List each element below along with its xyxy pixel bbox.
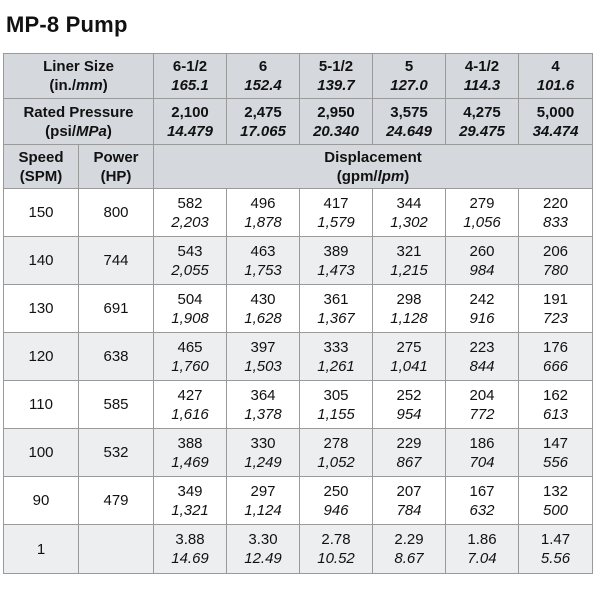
displacement-gpm: 2.78	[321, 531, 351, 548]
speed-cell: 1	[4, 525, 79, 574]
displacement-cell	[300, 381, 373, 429]
displacement-cell	[373, 333, 446, 381]
displacement-gpm: 279	[469, 194, 495, 212]
liner-size-header	[4, 54, 154, 99]
displacement-cell	[300, 525, 373, 574]
displacement-cell	[446, 237, 519, 285]
displacement-lpm: 1,155	[317, 405, 355, 423]
displacement-gpm: 204	[469, 386, 495, 404]
speed-cell: 100	[4, 429, 79, 477]
pump-spec-table	[3, 53, 593, 574]
displacement-lpm: 556	[543, 453, 569, 471]
displacement-cell	[154, 189, 227, 237]
displacement-lpm: 844	[469, 357, 495, 375]
displacement-lpm: 1,473	[317, 261, 355, 279]
liner-cell	[154, 54, 227, 99]
displacement-cell	[227, 189, 300, 237]
displacement-cell	[519, 525, 593, 574]
displacement-gpm: 186	[469, 434, 495, 452]
displacement-gpm: 3.88	[175, 531, 205, 548]
liner-in: 6	[258, 58, 268, 75]
power-cell: 585	[79, 381, 154, 429]
liner-size-label: Liner Size	[43, 58, 114, 75]
displacement-lpm: 833	[543, 213, 569, 231]
displacement-lpm: 723	[543, 309, 569, 327]
displacement-lpm: 1,378	[244, 405, 282, 423]
displacement-gpm: 330	[250, 434, 276, 452]
displacement-cell	[300, 333, 373, 381]
displacement-cell	[446, 429, 519, 477]
liner-cell	[446, 54, 519, 99]
table-row	[4, 429, 593, 477]
liner-in: 4	[551, 58, 560, 75]
liner-mm: 165.1	[171, 77, 209, 94]
displacement-cell	[227, 333, 300, 381]
displacement-lpm: 1,052	[317, 453, 355, 471]
displacement-cell	[300, 429, 373, 477]
speed-cell: 90	[4, 477, 79, 525]
rated-pressure-header	[4, 99, 154, 145]
displacement-lpm: 1,367	[317, 309, 355, 327]
displacement-lpm: 613	[543, 405, 569, 423]
liner-in: 4-1/2	[464, 58, 500, 75]
pressure-psi: 2,100	[171, 103, 209, 121]
displacement-cell	[373, 525, 446, 574]
table-row	[4, 333, 593, 381]
displacement-unit-prefix: (gpm/	[336, 167, 378, 185]
table-row	[4, 285, 593, 333]
pressure-psi: 2,475	[244, 103, 282, 121]
displacement-gpm: 417	[323, 194, 349, 212]
displacement-gpm: 3.30	[248, 531, 278, 548]
displacement-gpm: 162	[543, 386, 569, 404]
speed-header	[4, 145, 79, 189]
displacement-cell	[519, 285, 593, 333]
displacement-cell	[227, 525, 300, 574]
liner-in: 6-1/2	[172, 58, 208, 75]
displacement-gpm: 321	[396, 242, 422, 260]
displacement-cell	[373, 189, 446, 237]
displacement-gpm: 1.47	[540, 531, 571, 548]
displacement-lpm: 632	[469, 501, 495, 519]
liner-cell	[227, 54, 300, 99]
displacement-cell	[519, 333, 593, 381]
rated-pressure-unit-italic: MPa	[76, 122, 107, 140]
liner-mm: 139.7	[317, 77, 355, 94]
displacement-gpm: 298	[396, 290, 422, 308]
pressure-cell	[154, 99, 227, 145]
pressure-cell	[300, 99, 373, 145]
power-unit: (HP)	[100, 167, 132, 185]
pressure-mpa: 17.065	[240, 122, 286, 140]
pressure-mpa: 29.475	[459, 122, 505, 140]
displacement-gpm: 344	[396, 194, 422, 212]
displacement-gpm: 430	[250, 290, 276, 308]
pressure-cell	[519, 99, 593, 145]
displacement-gpm: 1.86	[467, 531, 497, 548]
displacement-cell	[446, 333, 519, 381]
displacement-cell	[300, 189, 373, 237]
displacement-lpm: 704	[469, 453, 495, 471]
liner-cell	[519, 54, 593, 99]
table-row	[4, 237, 593, 285]
displacement-lpm: 867	[396, 453, 422, 471]
displacement-gpm: 496	[250, 194, 276, 212]
displacement-gpm: 242	[469, 290, 495, 308]
power-cell	[79, 525, 154, 574]
displacement-lpm: 946	[323, 501, 349, 519]
displacement-cell	[446, 285, 519, 333]
displacement-lpm: 1,753	[244, 261, 282, 279]
displacement-lpm: 5.56	[540, 550, 571, 567]
displacement-gpm: 543	[177, 242, 203, 260]
displacement-unit-italic: lpm	[377, 167, 405, 185]
displacement-cell	[154, 429, 227, 477]
displacement-gpm: 389	[323, 242, 349, 260]
displacement-gpm: 207	[396, 482, 422, 500]
displacement-cell	[373, 477, 446, 525]
pressure-mpa: 24.649	[386, 122, 432, 140]
displacement-lpm: 984	[469, 261, 495, 279]
liner-size-unit-prefix: (in./	[49, 77, 76, 94]
displacement-cell	[519, 237, 593, 285]
speed-cell: 130	[4, 285, 79, 333]
displacement-gpm: 167	[469, 482, 495, 500]
displacement-lpm: 1,469	[171, 453, 209, 471]
pressure-psi: 2,950	[317, 103, 355, 121]
displacement-gpm: 191	[543, 290, 569, 308]
rated-pressure-unit-suffix: )	[106, 122, 112, 140]
displacement-cell	[446, 189, 519, 237]
displacement-cell	[446, 477, 519, 525]
displacement-gpm: 364	[250, 386, 276, 404]
speed-label: Speed	[18, 148, 64, 166]
displacement-gpm: 260	[469, 242, 495, 260]
displacement-cell	[227, 285, 300, 333]
speed-cell: 120	[4, 333, 79, 381]
displacement-gpm: 361	[323, 290, 349, 308]
displacement-cell	[154, 525, 227, 574]
displacement-lpm: 10.52	[317, 550, 355, 567]
displacement-gpm: 206	[543, 242, 569, 260]
displacement-header	[154, 145, 593, 189]
rated-pressure-unit-prefix: (psi/	[45, 122, 76, 140]
displacement-lpm: 772	[469, 405, 495, 423]
displacement-cell	[227, 477, 300, 525]
displacement-gpm: 397	[250, 338, 276, 356]
displacement-gpm: 349	[177, 482, 203, 500]
displacement-lpm: 954	[396, 405, 422, 423]
displacement-gpm: 132	[543, 482, 569, 500]
liner-in: 5	[404, 58, 414, 75]
liner-size-unit-suffix: )	[102, 77, 108, 94]
displacement-cell	[519, 429, 593, 477]
displacement-cell	[519, 189, 593, 237]
displacement-gpm: 220	[543, 194, 569, 212]
displacement-lpm: 1,579	[317, 213, 355, 231]
displacement-gpm: 229	[396, 434, 422, 452]
displacement-lpm: 1,249	[244, 453, 282, 471]
power-cell: 479	[79, 477, 154, 525]
displacement-lpm: 916	[469, 309, 495, 327]
displacement-label: Displacement	[324, 148, 422, 166]
displacement-cell	[154, 285, 227, 333]
displacement-gpm: 463	[250, 242, 276, 260]
pressure-psi: 5,000	[536, 103, 575, 121]
displacement-lpm: 1,056	[463, 213, 501, 231]
displacement-cell	[373, 381, 446, 429]
pressure-cell	[227, 99, 300, 145]
displacement-gpm: 250	[323, 482, 349, 500]
page-title: MP-8 Pump	[6, 12, 128, 37]
displacement-lpm: 1,215	[390, 261, 428, 279]
speed-unit: (SPM)	[19, 167, 63, 185]
pressure-psi: 3,575	[390, 103, 428, 121]
pressure-mpa: 34.474	[532, 122, 579, 140]
displacement-gpm: 275	[396, 338, 422, 356]
displacement-cell	[300, 477, 373, 525]
pressure-psi: 4,275	[463, 103, 501, 121]
displacement-lpm: 1,124	[244, 501, 282, 519]
displacement-lpm: 784	[396, 501, 422, 519]
displacement-cell	[519, 381, 593, 429]
displacement-lpm: 500	[543, 501, 569, 519]
displacement-gpm: 278	[323, 434, 349, 452]
displacement-cell	[154, 477, 227, 525]
displacement-cell	[446, 525, 519, 574]
speed-cell: 140	[4, 237, 79, 285]
power-cell: 638	[79, 333, 154, 381]
displacement-lpm: 1,908	[171, 309, 209, 327]
displacement-lpm: 780	[543, 261, 569, 279]
power-label: Power	[93, 148, 139, 166]
displacement-gpm: 305	[323, 386, 349, 404]
rated-pressure-label: Rated Pressure	[23, 103, 134, 121]
displacement-gpm: 427	[177, 386, 203, 404]
liner-in: 5-1/2	[318, 58, 354, 75]
power-cell: 800	[79, 189, 154, 237]
table-row	[4, 477, 593, 525]
displacement-gpm: 297	[250, 482, 276, 500]
displacement-gpm: 176	[543, 338, 569, 356]
displacement-gpm: 388	[177, 434, 203, 452]
power-cell: 532	[79, 429, 154, 477]
pressure-cell	[373, 99, 446, 145]
table-row	[4, 189, 593, 237]
displacement-lpm: 1,616	[171, 405, 209, 423]
displacement-lpm: 1,628	[244, 309, 282, 327]
displacement-lpm: 7.04	[467, 550, 497, 567]
speed-cell: 150	[4, 189, 79, 237]
table-row	[4, 381, 593, 429]
displacement-lpm: 12.49	[244, 550, 282, 567]
displacement-lpm: 666	[543, 357, 569, 375]
displacement-lpm: 2,055	[171, 261, 209, 279]
displacement-cell	[446, 381, 519, 429]
displacement-cell	[373, 285, 446, 333]
power-cell: 744	[79, 237, 154, 285]
displacement-lpm: 1,128	[390, 309, 428, 327]
displacement-cell	[227, 381, 300, 429]
displacement-unit-suffix: )	[404, 167, 410, 185]
displacement-cell	[300, 237, 373, 285]
displacement-lpm: 8.67	[394, 550, 424, 567]
liner-mm: 114.3	[463, 77, 501, 94]
power-header	[79, 145, 154, 189]
displacement-cell	[227, 429, 300, 477]
displacement-gpm: 465	[177, 338, 203, 356]
pressure-mpa: 14.479	[167, 122, 213, 140]
liner-size-unit-italic: mm	[76, 77, 103, 94]
liner-mm: 101.6	[536, 77, 575, 94]
displacement-gpm: 582	[177, 194, 203, 212]
displacement-gpm: 333	[323, 338, 349, 356]
liner-mm: 127.0	[390, 77, 428, 94]
liner-mm: 152.4	[244, 77, 282, 94]
displacement-lpm: 1,321	[171, 501, 209, 519]
displacement-cell	[154, 237, 227, 285]
displacement-gpm: 504	[177, 290, 203, 308]
displacement-lpm: 1,261	[317, 357, 355, 375]
pressure-cell	[446, 99, 519, 145]
displacement-lpm: 2,203	[171, 213, 209, 231]
speed-cell: 110	[4, 381, 79, 429]
displacement-lpm: 14.69	[171, 550, 209, 567]
displacement-cell	[300, 285, 373, 333]
displacement-gpm: 223	[469, 338, 495, 356]
displacement-cell	[154, 333, 227, 381]
liner-cell	[373, 54, 446, 99]
displacement-cell	[519, 477, 593, 525]
displacement-cell	[154, 381, 227, 429]
displacement-gpm: 2.29	[394, 531, 424, 548]
displacement-cell	[373, 237, 446, 285]
displacement-lpm: 1,760	[171, 357, 209, 375]
displacement-gpm: 252	[396, 386, 422, 404]
displacement-cell	[227, 237, 300, 285]
displacement-lpm: 1,503	[244, 357, 282, 375]
displacement-cell	[373, 429, 446, 477]
liner-cell	[300, 54, 373, 99]
displacement-lpm: 1,878	[244, 213, 282, 231]
displacement-lpm: 1,302	[390, 213, 428, 231]
displacement-lpm: 1,041	[390, 357, 428, 375]
table-row	[4, 525, 593, 574]
power-cell: 691	[79, 285, 154, 333]
pressure-mpa: 20.340	[313, 122, 359, 140]
displacement-gpm: 147	[543, 434, 569, 452]
